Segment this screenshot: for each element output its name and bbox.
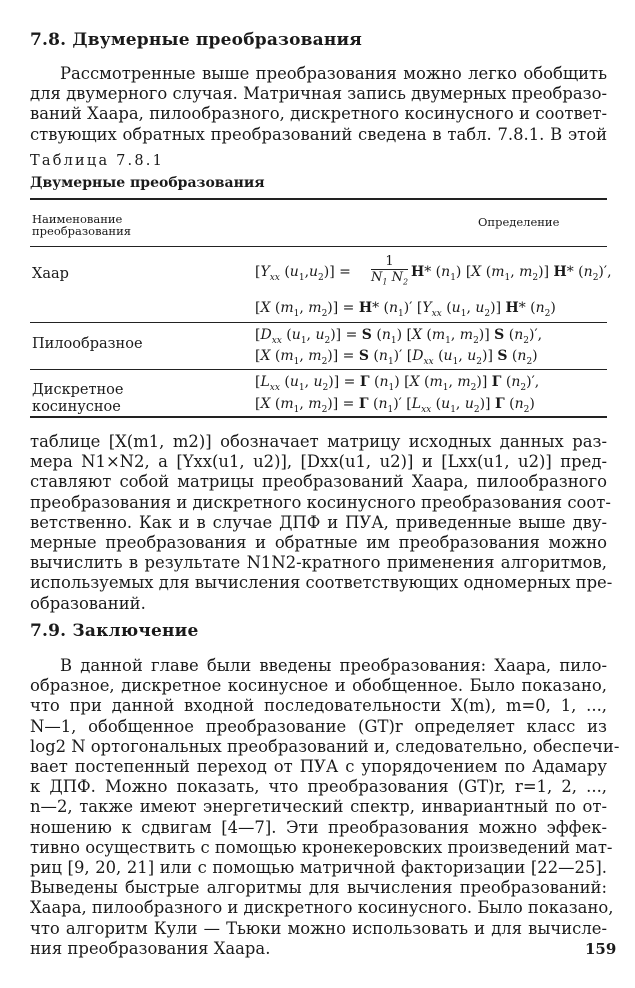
slant-inverse-formula: [X ($m_1$, $m_2)] = S$ $(n_1)'$ [$D_{xx}$ ($u_1$, $u_2$)] S $(n_2)$ bbox=[255, 348, 538, 367]
text-line: для двумерного случая. Матричная запись двумерных преобразо- bbox=[30, 84, 607, 104]
text-line: n—2, также имеют энергетический спектр, инвариантный по от- bbox=[30, 797, 607, 817]
row-separator bbox=[30, 369, 607, 370]
text-line: В данной главе были введены преобразования: Хаара, пило- bbox=[60, 656, 607, 675]
text-line: ваний Хаара, пилообразного, дискретного косинусного и соответ- bbox=[30, 104, 607, 124]
row-name-haar: Хаар bbox=[32, 266, 69, 282]
text-line: ставляют собой матрицы преобразований Хаара, пилообразного bbox=[30, 472, 607, 492]
text-line: мера N1×N2, а [Yxx(u1, u2)], [Dxx(u1, u2)] и [Lxx(u1, u2)] пред- bbox=[30, 452, 607, 472]
column-header-name: Наименование преобразования bbox=[32, 212, 132, 238]
table-title: Двумерные преобразования bbox=[30, 175, 265, 191]
conclusion-paragraph bbox=[30, 656, 620, 959]
text-line: образований. bbox=[30, 593, 146, 613]
haar-inverse-formula: [X ($m_1$, $m_2)] = H*$ $(n_1)'$ [$Y_{xx}$ ($u_1$, $u_2$)] H* $(n_2)$ bbox=[255, 300, 556, 319]
text-line: риц [9, 20, 21] или с помощью матричной факторизации [22—25]. bbox=[30, 858, 607, 878]
text-line: что при данной входной последовательности X(m), m=0, 1, ..., bbox=[30, 696, 607, 716]
text-line: вает постепенный переход от ПУА с упорядочением по Адамару bbox=[30, 757, 607, 777]
text-line: Выведены быстрые алгоритмы для вычисления преобразований: bbox=[30, 878, 607, 898]
table-top-rule bbox=[30, 198, 607, 200]
text-line: N—1, обобщенное преобразование (GT)r определяет класс из bbox=[30, 716, 607, 736]
text-line: Хаара, пилообразного и дискретного косинусного. Было показано, bbox=[30, 898, 614, 918]
text-line: ствующих обратных преобразований сведена в табл. 7.8.1. В этой bbox=[30, 124, 607, 144]
section-title-7-9: 7.9. Заключение bbox=[30, 621, 199, 641]
text-line: ния преобразования Хаара. bbox=[30, 938, 271, 958]
text-line: преобразования и дискретного косинусного преобразования соот- bbox=[30, 492, 611, 512]
text-line: мерные преобразования и обратные им преобразования можно bbox=[30, 533, 607, 553]
dct-forward-formula: [$L_{xx}$ ($u_1$, $u_2)] = Г$ $(n_1)$ [X ($m_1$, $m_2$)] Г $(n_2)'$, bbox=[255, 374, 540, 393]
after-table-paragraph bbox=[30, 432, 613, 614]
row-name-dct: Дискретное косинусное bbox=[32, 382, 124, 415]
text-line: к ДПФ. Можно показать, что преобразования (GT)r, r=1, 2, ..., bbox=[30, 777, 607, 797]
text-line: ношению к сдвигам [4—7]. Эти преобразования можно эффек- bbox=[30, 817, 607, 837]
section-title-7-8: 7.8. Двумерные преобразования bbox=[30, 30, 363, 50]
normalization-fraction: $\frac{1}{N_1 N_2}$ bbox=[371, 254, 409, 287]
page-number: 159 bbox=[585, 940, 617, 958]
dct-inverse-formula: [X ($m_1$, $m_2)] = Г$ $(n_1)'$ [$L_{xx}$ ($u_1$, $u_2$)] Г $(n_2)$ bbox=[255, 396, 535, 415]
text-line: тивно осуществить с помощью кронекеровских произведений мат- bbox=[30, 837, 613, 857]
haar-forward-formula: [$Y_{xx}$ $(u_1,u_2)$] = $\frac{1}{N_1 N_2}$ H* $(n_1)$ [X ($m_1$, $m_2$)] H* $(n_2)'$, bbox=[255, 254, 612, 287]
intro-paragraph bbox=[30, 64, 607, 145]
text-line: таблице [X(m1, m2)] обозначает матрицу исходных данных раз- bbox=[30, 432, 607, 451]
text-line: что алгоритм Кули — Тьюки можно использовать и для вычисле- bbox=[30, 918, 607, 938]
text-line: Рассмотренные выше преобразования можно легко обобщить bbox=[60, 64, 607, 83]
text-line: log2 N ортогональных преобразований и, следовательно, обеспечи- bbox=[30, 736, 620, 756]
slant-forward-formula: [$D_{xx}$ ($u_1$, $u_2)] = S$ $(n_1)$ [X ($m_1$, $m_2$)] S $(n_2)'$, bbox=[255, 327, 543, 346]
text-line: ветственно. Как и в случае ДПФ и ПУА, приведенные выше дву- bbox=[30, 512, 607, 532]
text-line: образное, дискретное косинусное и обобщенное. Было показано, bbox=[30, 676, 607, 696]
row-name-slant: Пилообразное bbox=[32, 336, 143, 352]
text-line: вычислить в результате N1N2-кратного применения алгоритмов, bbox=[30, 553, 607, 573]
text-line: используемых для вычисления соответствующих одномерных пре- bbox=[30, 573, 613, 593]
row-separator bbox=[30, 322, 607, 323]
column-header-definition: Определение bbox=[478, 215, 560, 229]
table-bottom-rule bbox=[30, 416, 607, 418]
table-caption: Таблица 7.8.1 bbox=[30, 153, 164, 169]
table-header-rule bbox=[30, 246, 607, 247]
